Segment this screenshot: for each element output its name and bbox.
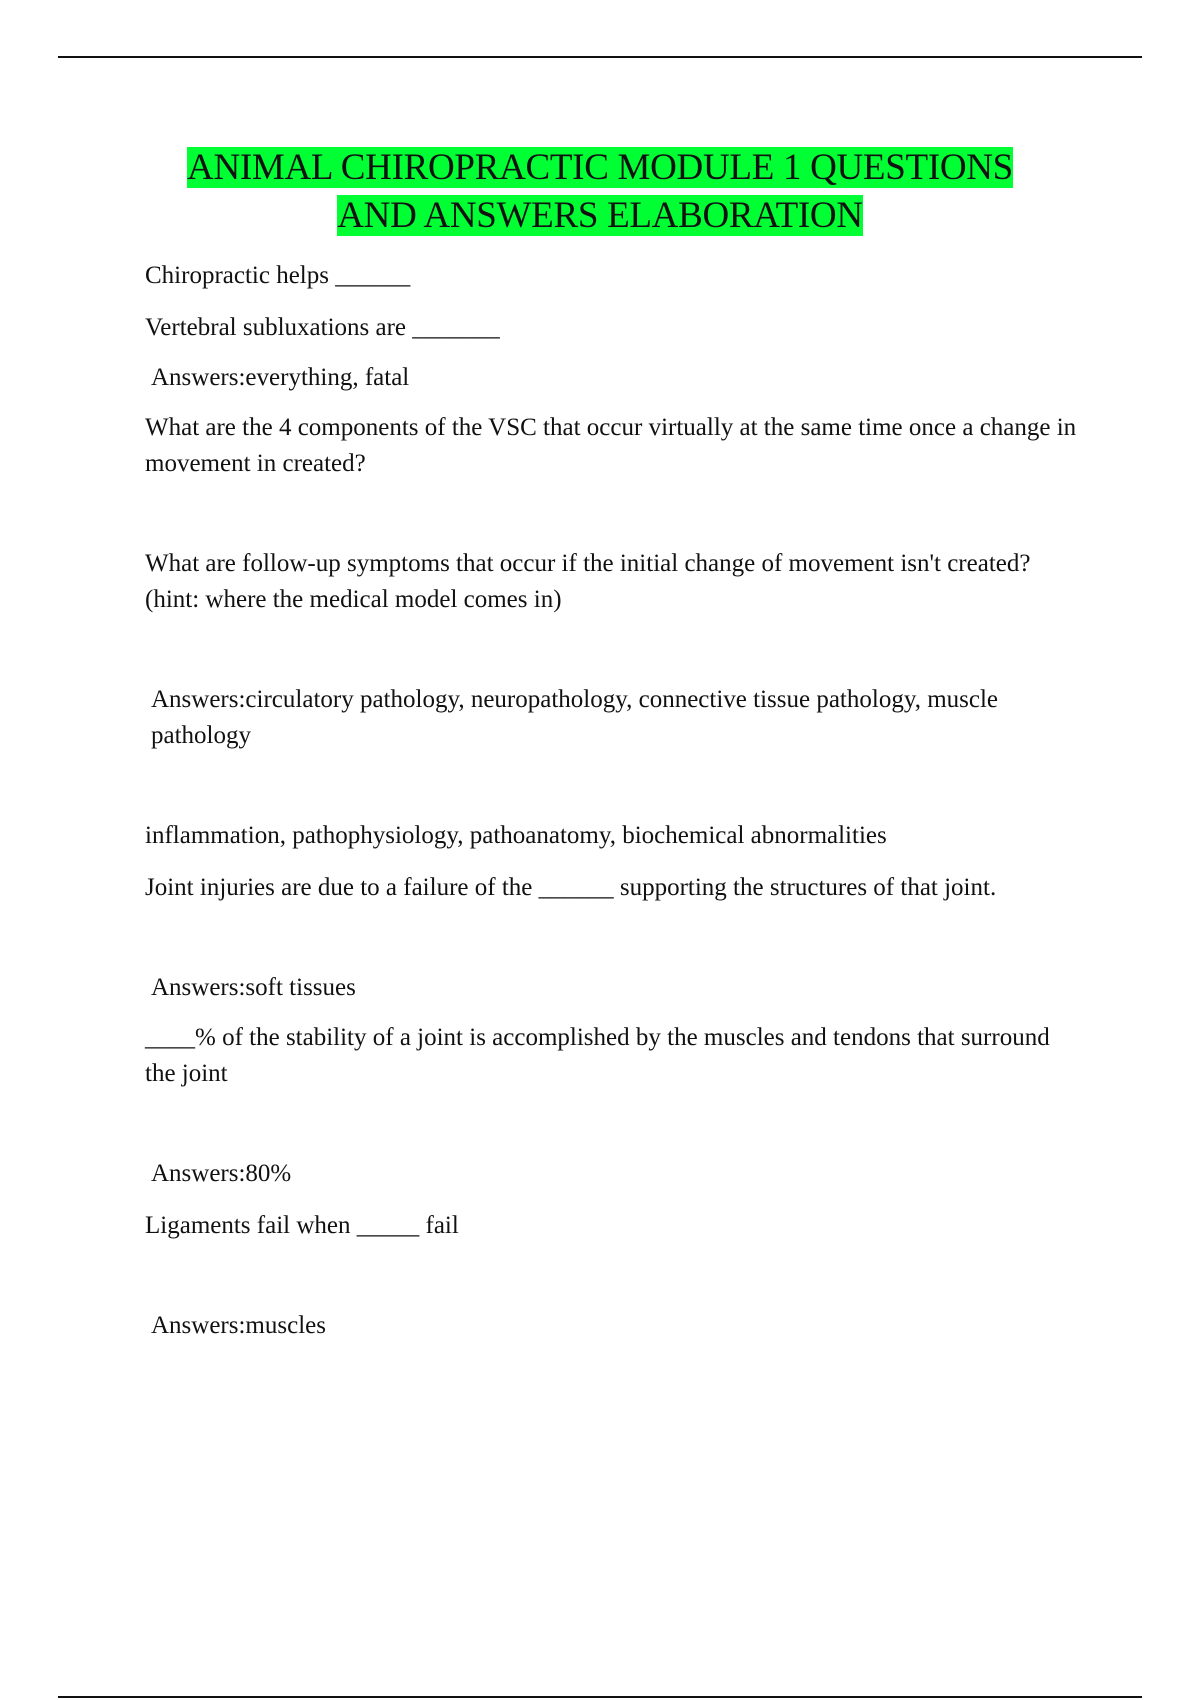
- answer-80-percent: Answers:80%: [151, 1160, 292, 1187]
- question-joint-injuries: Joint injuries are due to a failure of the ______ supporting the structures of that joint.: [145, 874, 997, 901]
- question-joint-stability: ____% of the stability of a joint is accomplished by the muscles and tendons that surround the joint: [145, 1024, 1050, 1087]
- answer-muscles: Answers:muscles: [151, 1312, 326, 1339]
- answer-inflammation-list: inflammation, pathophysiology, pathoanatomy, biochemical abnormalities: [145, 822, 887, 849]
- question-ligaments-fail: Ligaments fail when _____ fail: [145, 1212, 459, 1239]
- top-rule: [58, 56, 1142, 58]
- question-follow-up-symptoms: What are follow-up symptoms that occur if the initial change of movement isn't created? (hint: where the medical model comes in): [145, 550, 1031, 613]
- title-line-1: [0, 144, 1200, 192]
- answer-soft-tissues: Answers:soft tissues: [151, 974, 356, 1001]
- document-title: [0, 144, 1200, 240]
- title-line-2-text: AND ANSWERS ELABORATION: [337, 195, 863, 236]
- answer-everything-fatal: Answers:everything, fatal: [151, 364, 410, 391]
- title-line-1-text: ANIMAL CHIROPRACTIC MODULE 1 QUESTIONS: [187, 147, 1013, 188]
- question-vsc-components: What are the 4 components of the VSC that occur virtually at the same time once a change in movement in created?: [145, 414, 1077, 477]
- answer-pathologies: Answers:circulatory pathology, neuropathology, connective tissue pathology, muscle pathology: [151, 686, 999, 749]
- bottom-rule: [58, 1696, 1142, 1698]
- question-chiropractic-helps: Chiropractic helps ______: [145, 262, 411, 289]
- question-vertebral-subluxations: Vertebral subluxations are _______: [145, 314, 500, 341]
- title-line-2: [0, 192, 1200, 240]
- document-body: [145, 258, 1085, 1344]
